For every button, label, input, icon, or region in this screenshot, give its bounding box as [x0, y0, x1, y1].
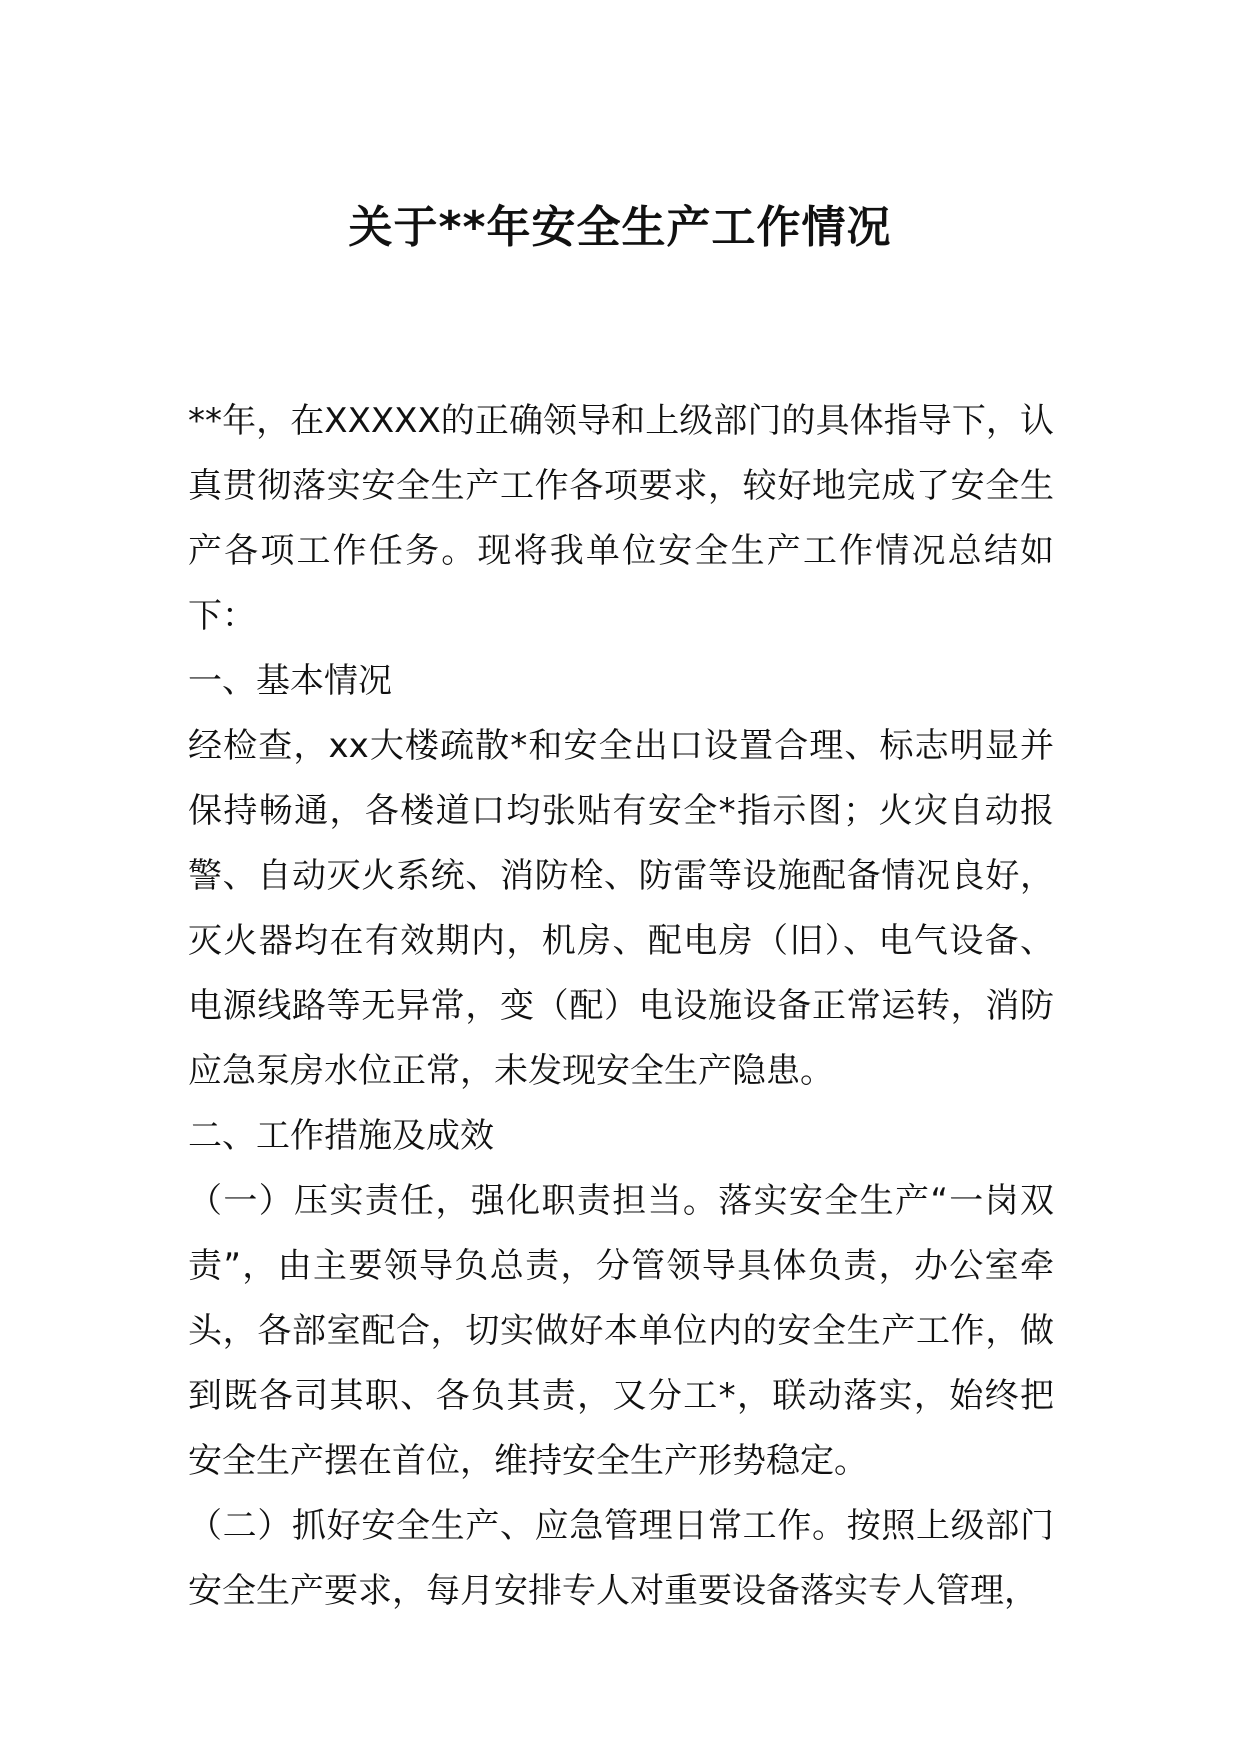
document-body: [188, 389, 1054, 1624]
measure-paragraph-2: （二）抓好安全生产、应急管理日常工作。按照上级部门安全生产要求，每月安排专人对重要设备落实专人管理，: [188, 1506, 1054, 1611]
intro-paragraph: **年，在XXXXX的正确领导和上级部门的具体指导下，认真贯彻落实安全生产工作各项要求，较好地完成了安全生产各项工作任务。现将我单位安全生产工作情况总结如下：: [188, 401, 1054, 636]
measure-paragraph-1: （一）压实责任，强化职责担当。落实安全生产“一岗双责”，由主要领导负总责，分管领导具体负责，办公室牵头，各部室配合，切实做好本单位内的安全生产工作，做到既各司其职、各负其责，又分工*，联动落实，始终把安全生产摆在首位，维持安全生产形势稳定。: [188, 1181, 1054, 1481]
basic-situation-paragraph: 经检查，xx大楼疏散*和安全出口设置合理、标志明显并保持畅通，各楼道口均张贴有安全*指示图；火灾自动报警、自动灭火系统、消防栓、防雷等设施配备情况良好，灭火器均在有效期内，机房、配电房（旧）、电气设备、电源线路等无异常，变（配）电设施设备正常运转，消防应急泵房水位正常，未发现安全生产隐患。: [188, 726, 1054, 1091]
section-heading-measures: 二、工作措施及成效: [188, 1116, 494, 1156]
document-title: 关于**年安全生产工作情况: [348, 202, 892, 253]
section-heading-basic-situation: 一、基本情况: [188, 661, 392, 701]
